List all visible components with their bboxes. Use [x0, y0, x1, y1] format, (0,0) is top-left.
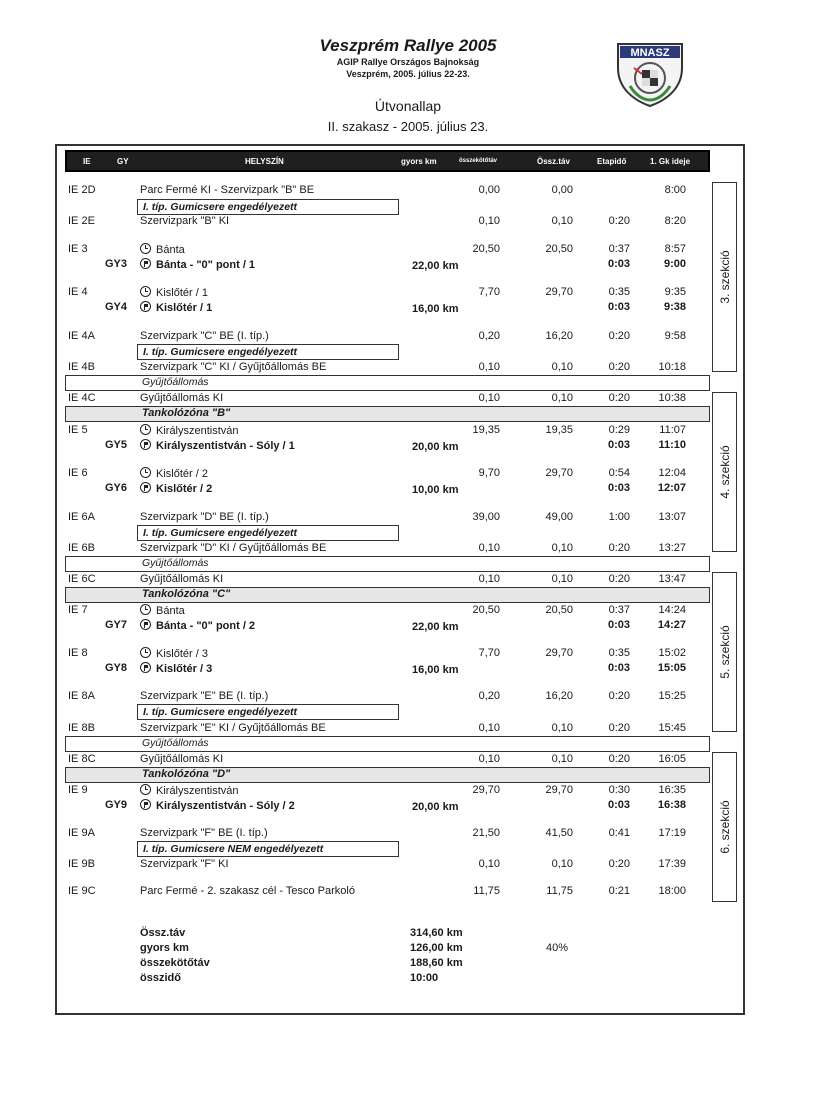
- stage-gy: GY9: [105, 799, 128, 811]
- row-time: 16:05: [658, 753, 686, 765]
- tyre-change-note: I. típ. Gumicsere engedélyezett: [137, 525, 399, 541]
- row-time: 15:25: [658, 690, 686, 702]
- flag-icon: [140, 799, 151, 810]
- column-header-bar: [65, 150, 710, 172]
- stage-gy: GY7: [105, 619, 128, 631]
- row-etapido: 0:30: [608, 784, 630, 796]
- page-subtitle-date: Veszprém, 2005. július 22-23.: [346, 69, 470, 79]
- row-etapido: 0:20: [608, 215, 630, 227]
- section-6-label: 6. szekció: [717, 800, 732, 854]
- row-ie: IE 9A: [68, 827, 95, 839]
- row-ie: IE 6C: [68, 573, 96, 585]
- row-place: [140, 647, 208, 660]
- stage-label: Bánta - "0" pont / 2: [156, 620, 256, 632]
- refuel-zone-label: Tankolózóna "B": [142, 407, 231, 419]
- row-osszekototav: 20,50: [472, 243, 500, 255]
- stage-label: Királyszentistván - Sóly / 2: [156, 800, 295, 812]
- row-place: Szervizpark "C" BE (I. típ.): [140, 330, 269, 342]
- col-osszekototav: összekötőtáv: [459, 158, 498, 164]
- row-ie: IE 6: [68, 467, 88, 479]
- row-ossz-tav: 0,10: [551, 573, 573, 585]
- row-time: 13:07: [658, 511, 686, 523]
- place-label: Kislőtér / 3: [156, 648, 208, 660]
- section-5-frame: [712, 572, 737, 732]
- stage-gy: GY6: [105, 482, 128, 494]
- row-etapido: 0:20: [608, 361, 630, 373]
- stage-etapido: 0:03: [607, 799, 630, 811]
- row-ossz-tav: 0,00: [551, 184, 573, 196]
- place-label: Bánta: [156, 605, 185, 617]
- row-ie: IE 8C: [68, 753, 96, 765]
- row-place: [140, 243, 185, 256]
- row-ossz-tav: 11,75: [546, 885, 573, 897]
- row-time: 13:47: [658, 573, 686, 585]
- row-time: 10:18: [658, 361, 686, 373]
- row-place: Szervizpark "C" KI / Gyűjtőállomás BE: [140, 361, 327, 373]
- row-osszekototav: 39,00: [472, 511, 500, 523]
- stage-label: Kislőtér / 2: [156, 483, 213, 495]
- row-place: [140, 604, 185, 617]
- row-osszekototav: 9,70: [478, 467, 500, 479]
- place-label: Kislőtér / 2: [156, 468, 208, 480]
- stage-km: 20,00 km: [412, 441, 459, 453]
- flag-icon: [140, 258, 151, 269]
- row-ie: IE 8A: [68, 690, 95, 702]
- row-osszekototav: 0,20: [478, 330, 500, 342]
- stage-etapido: 0:03: [607, 301, 630, 313]
- row-etapido: 0:20: [608, 753, 630, 765]
- row-place: Parc Fermé - 2. szakasz cél - Tesco Parkoló: [140, 885, 355, 897]
- row-place: Gyűjtőállomás KI: [140, 753, 224, 765]
- stage-time: 16:38: [657, 799, 686, 811]
- row-osszekototav: 0,10: [478, 361, 500, 373]
- row-osszekototav: 11,75: [473, 885, 500, 897]
- summary-liaison-label: összekötőtáv: [140, 957, 210, 969]
- row-ossz-tav: 0,10: [551, 215, 573, 227]
- row-ie: IE 8B: [68, 722, 95, 734]
- stage-gy: GY8: [105, 662, 128, 674]
- flag-icon: [140, 439, 151, 450]
- tyre-change-note: I. típ. Gumicsere engedélyezett: [137, 344, 399, 360]
- row-etapido: 0:20: [608, 330, 630, 342]
- row-time: 8:20: [664, 215, 686, 227]
- row-osszekototav: 0,00: [478, 184, 500, 196]
- row-ossz-tav: 0,10: [551, 858, 573, 870]
- row-etapido: 0:20: [608, 392, 630, 404]
- row-osszekototav: 0,10: [478, 392, 500, 404]
- clock-icon: [140, 467, 151, 478]
- row-ie: IE 4: [68, 286, 88, 298]
- stage-label: Bánta - "0" pont / 1: [156, 259, 256, 271]
- row-ossz-tav: 29,70: [545, 286, 573, 298]
- stage-place: [140, 482, 212, 495]
- row-place: [140, 467, 208, 480]
- row-etapido: 0:35: [608, 647, 630, 659]
- regroup-label: Gyűjtőállomás: [142, 557, 209, 569]
- row-ossz-tav: 29,70: [545, 647, 573, 659]
- row-place: Szervizpark "F" KI: [140, 858, 229, 870]
- row-etapido: 1:00: [608, 511, 630, 523]
- row-ossz-tav: 49,00: [545, 511, 573, 523]
- page-title: Veszprém Rallye 2005: [319, 36, 497, 55]
- page-subtitle-championship: AGIP Rallye Országos Bajnokság: [336, 57, 480, 67]
- place-label: Királyszentistván: [156, 425, 239, 437]
- stage-place: [140, 799, 295, 812]
- stage-label: Kislőtér / 1: [156, 302, 213, 314]
- row-etapido: 0:21: [608, 885, 630, 897]
- col-gk-ideje: 1. Gk ideje: [650, 157, 691, 166]
- row-osszekototav: 0,10: [478, 573, 500, 585]
- row-etapido: 0:35: [608, 286, 630, 298]
- place-label: Királyszentistván: [156, 785, 239, 797]
- section-3-frame: [712, 182, 737, 372]
- row-time: 17:19: [658, 827, 686, 839]
- place-label: Kislőtér / 1: [156, 287, 208, 299]
- flag-icon: [140, 619, 151, 630]
- stage-label: Kislőtér / 3: [156, 663, 213, 675]
- summary-time-label: összidő: [140, 972, 181, 984]
- stage-time: 14:27: [657, 619, 686, 631]
- stage-gy: GY5: [105, 439, 128, 451]
- row-ie: IE 4A: [68, 330, 95, 342]
- stage-time: 9:38: [663, 301, 686, 313]
- stage-place: [140, 619, 255, 632]
- summary-total-label: Össz.táv: [140, 927, 186, 939]
- row-place: [140, 784, 239, 797]
- row-ie: IE 6B: [68, 542, 95, 554]
- row-osszekototav: 0,10: [478, 753, 500, 765]
- logo-text: MNASZ: [630, 47, 670, 59]
- row-place: Gyűjtőállomás KI: [140, 573, 224, 585]
- row-place: Szervizpark "D" KI / Gyűjtőállomás BE: [140, 542, 327, 554]
- stage-gy: GY4: [105, 301, 128, 313]
- stage-place: [140, 301, 212, 314]
- row-etapido: 0:20: [608, 573, 630, 585]
- row-ie: IE 2D: [68, 184, 96, 196]
- stage-km: 20,00 km: [412, 801, 459, 813]
- row-place: Parc Fermé KI - Szervizpark "B" BE: [140, 184, 315, 196]
- col-etapido: Etapidő: [597, 157, 627, 166]
- row-osszekototav: 21,50: [472, 827, 500, 839]
- stage-etapido: 0:03: [607, 619, 630, 631]
- row-etapido: 0:20: [608, 690, 630, 702]
- summary-stage-value: 126,00 km: [410, 942, 463, 954]
- col-gyors-km: gyors km: [401, 157, 437, 166]
- document-title: Útvonallap: [374, 98, 442, 114]
- row-etapido: 0:41: [608, 827, 630, 839]
- clock-icon: [140, 243, 151, 254]
- row-osszekototav: 7,70: [478, 647, 500, 659]
- row-time: 14:24: [658, 604, 686, 616]
- row-time: 12:04: [658, 467, 686, 479]
- row-ie: IE 7: [68, 604, 88, 616]
- row-time: 15:45: [658, 722, 686, 734]
- stage-km: 22,00 km: [412, 621, 459, 633]
- row-osszekototav: 7,70: [478, 286, 500, 298]
- row-place: Szervizpark "E" BE (I. típ.): [140, 690, 269, 702]
- row-place: Szervizpark "B" KI: [140, 215, 230, 227]
- row-place: Szervizpark "F" BE (I. típ.): [140, 827, 268, 839]
- row-time: 16:35: [658, 784, 686, 796]
- row-time: 11:07: [659, 424, 686, 436]
- row-ossz-tav: 29,70: [545, 784, 573, 796]
- row-place: Gyűjtőállomás KI: [140, 392, 224, 404]
- stage-km: 22,00 km: [412, 260, 459, 272]
- stage-etapido: 0:03: [607, 439, 630, 451]
- row-ie: IE 9: [68, 784, 88, 796]
- summary-stage-label: gyors km: [140, 942, 189, 954]
- stage-place: [140, 662, 212, 675]
- row-osszekototav: 0,10: [478, 858, 500, 870]
- summary-liaison-value: 188,60 km: [410, 957, 463, 969]
- row-etapido: 0:20: [608, 542, 630, 554]
- row-ie: IE 9B: [68, 858, 95, 870]
- row-osszekototav: 0,10: [478, 215, 500, 227]
- row-ossz-tav: 20,50: [545, 604, 573, 616]
- row-osszekototav: 20,50: [472, 604, 500, 616]
- col-ossz-tav: Össz.táv: [537, 157, 570, 166]
- row-ie: IE 5: [68, 424, 88, 436]
- stage-etapido: 0:03: [607, 662, 630, 674]
- row-etapido: 0:20: [608, 722, 630, 734]
- row-etapido: 0:20: [608, 858, 630, 870]
- flag-icon: [140, 662, 151, 673]
- row-time: 18:00: [658, 885, 686, 897]
- row-time: 15:02: [658, 647, 686, 659]
- stage-km: 16,00 km: [412, 664, 459, 676]
- row-ie: IE 3: [68, 243, 88, 255]
- section-4-frame: [712, 392, 737, 552]
- summary-total-value: 314,60 km: [410, 927, 463, 939]
- flag-icon: [140, 482, 151, 493]
- row-ossz-tav: 20,50: [545, 243, 573, 255]
- row-ossz-tav: 0,10: [551, 722, 573, 734]
- row-time: 17:39: [658, 858, 686, 870]
- clock-icon: [140, 286, 151, 297]
- document-subtitle: II. szakasz - 2005. július 23.: [327, 119, 489, 134]
- row-osszekototav: 0,20: [478, 690, 500, 702]
- row-time: 9:35: [664, 286, 686, 298]
- row-etapido: 0:54: [608, 467, 630, 479]
- row-ie: IE 2E: [68, 215, 95, 227]
- row-time: 8:57: [664, 243, 686, 255]
- row-ossz-tav: 41,50: [545, 827, 573, 839]
- stage-time: 15:05: [657, 662, 686, 674]
- stage-gy: GY3: [105, 258, 128, 270]
- row-osszekototav: 0,10: [478, 722, 500, 734]
- row-osszekototav: 19,35: [472, 424, 500, 436]
- tyre-change-note: I. típ. Gumicsere engedélyezett: [137, 199, 399, 215]
- row-ossz-tav: 0,10: [551, 361, 573, 373]
- regroup-label: Gyűjtőállomás: [142, 737, 209, 749]
- row-osszekototav: 29,70: [472, 784, 500, 796]
- stage-km: 10,00 km: [412, 484, 459, 496]
- refuel-zone-label: Tankolózóna "D": [142, 768, 231, 780]
- row-place: Szervizpark "D" BE (I. típ.): [140, 511, 269, 523]
- row-ossz-tav: 0,10: [551, 542, 573, 554]
- summary-stage-percent: 40%: [546, 942, 569, 954]
- tyre-change-note: I. típ. Gumicsere engedélyezett: [137, 704, 399, 720]
- clock-icon: [140, 784, 151, 795]
- row-time: 9:58: [664, 330, 686, 342]
- stage-time: 12:07: [657, 482, 686, 494]
- row-ie: IE 9C: [68, 885, 96, 897]
- refuel-zone-label: Tankolózóna "C": [142, 588, 231, 600]
- clock-icon: [140, 647, 151, 658]
- stage-time: 11:10: [658, 439, 686, 451]
- col-gy: GY: [117, 157, 129, 166]
- row-time: 10:38: [658, 392, 686, 404]
- section-6-frame: [712, 752, 737, 902]
- row-place: [140, 424, 239, 437]
- row-ie: IE 8: [68, 647, 88, 659]
- stage-km: 16,00 km: [412, 303, 459, 315]
- row-ossz-tav: 19,35: [545, 424, 573, 436]
- summary-time-value: 10:00: [410, 972, 439, 984]
- row-ossz-tav: 0,10: [551, 392, 573, 404]
- row-time: 13:27: [658, 542, 686, 554]
- row-osszekototav: 0,10: [478, 542, 500, 554]
- row-ie: IE 6A: [68, 511, 95, 523]
- clock-icon: [140, 604, 151, 615]
- row-etapido: 0:37: [608, 243, 630, 255]
- section-5-label: 5. szekció: [717, 625, 732, 679]
- row-etapido: 0:37: [608, 604, 630, 616]
- row-time: 8:00: [664, 184, 686, 196]
- section-3-label: 3. szekció: [717, 250, 732, 304]
- section-4-label: 4. szekció: [717, 445, 732, 499]
- row-ossz-tav: 16,20: [545, 330, 573, 342]
- stage-place: [140, 439, 295, 452]
- stage-etapido: 0:03: [607, 482, 630, 494]
- stage-label: Királyszentistván - Sóly / 1: [156, 440, 295, 452]
- tyre-change-note: I. típ. Gumicsere NEM engedélyezett: [137, 841, 399, 857]
- place-label: Bánta: [156, 244, 185, 256]
- row-etapido: 0:29: [608, 424, 630, 436]
- row-ossz-tav: 0,10: [551, 753, 573, 765]
- row-ossz-tav: 29,70: [545, 467, 573, 479]
- stage-time: 9:00: [663, 258, 686, 270]
- col-ie: IE: [83, 157, 91, 166]
- row-ie: IE 4C: [68, 392, 96, 404]
- row-ossz-tav: 16,20: [545, 690, 573, 702]
- row-place: [140, 286, 208, 299]
- col-helyszin: HELYSZÍN: [245, 157, 284, 166]
- stage-etapido: 0:03: [607, 258, 630, 270]
- row-ie: IE 4B: [68, 361, 95, 373]
- row-place: Szervizpark "E" KI / Gyűjtőállomás BE: [140, 722, 326, 734]
- flag-icon: [140, 301, 151, 312]
- regroup-label: Gyűjtőállomás: [142, 376, 209, 388]
- stage-place: [140, 258, 255, 271]
- mnasz-logo: [612, 38, 688, 108]
- clock-icon: [140, 424, 151, 435]
